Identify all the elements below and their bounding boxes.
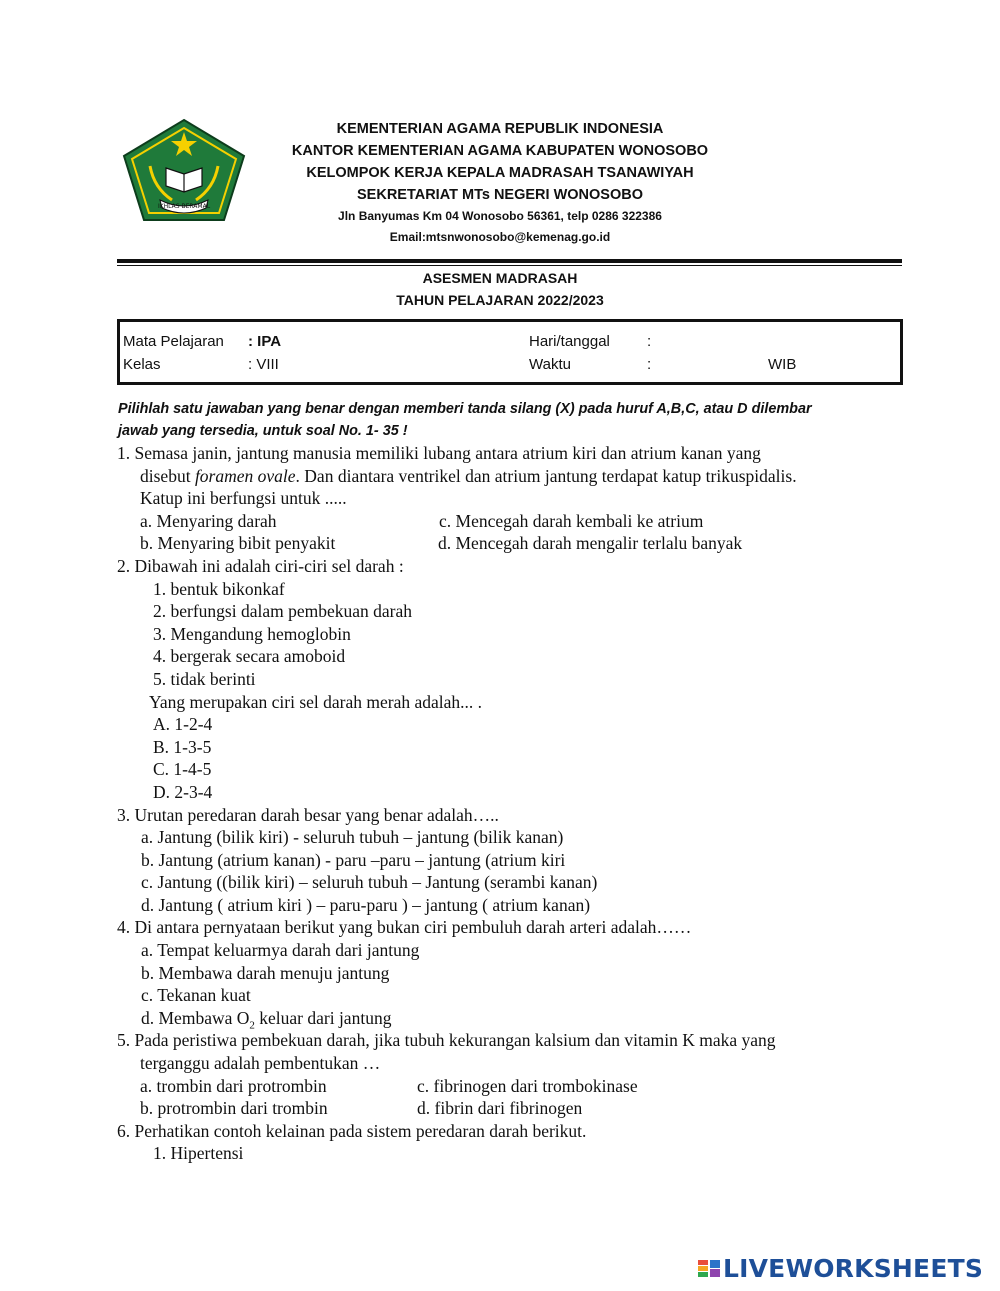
- q1-stem-line: 1. Semasa janin, jantung manusia memiliki lubang antara atrium kiri dan atrium kanan yang: [117, 443, 761, 463]
- q4-option-a[interactable]: a. Tempat keluarmya darah dari jantung: [141, 940, 420, 961]
- ministry-name: KEMENTERIAN AGAMA REPUBLIK INDONESIA: [336, 121, 664, 137]
- q3-option-b[interactable]: b. Jantung (atrium kanan) - paru –paru – jantung (atrium kiri: [141, 849, 566, 870]
- logo-block-green: [698, 1272, 708, 1277]
- q5-option-a[interactable]: a. trombin dari protrombin: [140, 1075, 327, 1096]
- q6-item: 1. Hipertensi: [153, 1143, 244, 1164]
- q5-options-row: [117, 1097, 907, 1120]
- q3-option-c[interactable]: c. Jantung ((bilik kiri) – seluruh tubuh – Jantung (serambi kanan): [141, 872, 598, 893]
- q1-text: . Dan diantara ventrikel dan atrium jantung terdapat katup trikuspidalis.: [295, 465, 797, 486]
- letterhead-rule-thick: [117, 259, 902, 263]
- question-list: [117, 442, 907, 1165]
- q3-option-d[interactable]: d. Jantung ( atrium kiri ) – paru-paru ) – jantung ( atrium kanan): [141, 894, 591, 915]
- working-group: KELOMPOK KERJA KEPALA MADRASAH TSANAWIYAH: [306, 165, 694, 181]
- logo-ribbon-text: IKHLAS BERAMAL: [157, 203, 211, 210]
- q3-stem: 3. Urutan peredaran darah besar yang benar adalah…..: [117, 804, 499, 825]
- q2-item: 4. bergerak secara amoboid: [153, 646, 346, 667]
- q1-options-row: [117, 510, 907, 533]
- letterhead-rule-thin: [117, 265, 902, 266]
- q5-options-row: [117, 1075, 907, 1098]
- q4-option-d-subscript: 2: [249, 1019, 255, 1032]
- office-name: KANTOR KEMENTERIAN AGAMA KABUPATEN WONOSOBO: [291, 143, 709, 159]
- q1-option-d[interactable]: d. Mencegah darah mengalir terlalu banyak: [438, 533, 743, 554]
- q2-stem: 2. Dibawah ini adalah ciri-ciri sel darah :: [117, 555, 404, 576]
- q5-option-c[interactable]: c. fibrinogen dari trombokinase: [417, 1075, 638, 1096]
- q4-option-c[interactable]: c. Tekanan kuat: [141, 985, 251, 1006]
- q4-option-d-text: keluar dari jantung: [254, 1007, 392, 1028]
- exam-info-box: [117, 319, 903, 385]
- exam-name: ASESMEN MADRASAH: [422, 270, 578, 286]
- q4-option-d-text: d. Membawa O: [141, 1007, 250, 1028]
- q2-item: 3. Mengandung hemoglobin: [153, 623, 351, 644]
- q1-stem-line: [117, 465, 907, 488]
- instruction-line: jawab yang tersedia, untuk soal No. 1- 35 !: [118, 422, 408, 439]
- logo-block-purple: [710, 1269, 720, 1277]
- q4-option-b[interactable]: b. Membawa darah menuju jantung: [141, 962, 390, 983]
- logo-block-red: [698, 1260, 708, 1265]
- address: Jln Banyumas Km 04 Wonosobo 56361, telp 0286 322386: [338, 209, 662, 223]
- q1-text: disebut: [140, 465, 195, 486]
- kemenag-logo: [120, 116, 248, 226]
- q4-stem: 4. Di antara pernyataan berikut yang bukan ciri pembuluh darah arteri adalah……: [117, 917, 692, 938]
- q1-stem-line: Katup ini berfungsi untuk .....: [140, 488, 347, 509]
- exam-title: [250, 267, 750, 311]
- q5-option-d[interactable]: d. fibrin dari fibrinogen: [417, 1098, 583, 1119]
- q4-option-d[interactable]: [117, 1007, 907, 1030]
- q2-option-d[interactable]: D. 2-3-4: [153, 781, 213, 802]
- email: Email:mtsnwonosobo@kemenag.go.id: [389, 230, 611, 244]
- q1-option-b[interactable]: b. Menyaring bibit penyakit: [140, 533, 336, 554]
- instruction: [118, 399, 908, 442]
- q2-question: Yang merupakan ciri sel darah merah adalah... .: [149, 691, 483, 712]
- secretariat: SEKRETARIAT MTs NEGERI WONOSOBO: [357, 187, 643, 203]
- logo-block-blue: [710, 1260, 720, 1268]
- time-label: Waktu: [529, 356, 571, 373]
- q1-options-row: [117, 532, 907, 555]
- q2-item: 1. bentuk bikonkaf: [153, 578, 285, 599]
- q2-option-b[interactable]: B. 1-3-5: [153, 736, 212, 757]
- q1-option-a[interactable]: a. Menyaring darah: [140, 510, 277, 531]
- subject-value: : IPA: [248, 333, 282, 350]
- liveworksheets-watermark[interactable]: LIVEWORKSHEETS: [723, 1254, 984, 1283]
- letterhead: [250, 118, 750, 248]
- time-unit: WIB: [768, 356, 797, 373]
- q6-stem: 6. Perhatikan contoh kelainan pada sistem peredaran darah berikut.: [117, 1120, 587, 1141]
- instruction-line: Pilihlah satu jawaban yang benar dengan memberi tanda silang (X) pada huruf A,B,C, atau D dilembar: [118, 401, 812, 417]
- q2-option-a[interactable]: A. 1-2-4: [153, 714, 213, 735]
- q2-item: 5. tidak berinti: [153, 668, 256, 689]
- q3-option-a[interactable]: a. Jantung (bilik kiri) - seluruh tubuh – jantung (bilik kanan): [141, 827, 564, 848]
- q5-stem-line: 5. Pada peristiwa pembekuan darah, jika tubuh kekurangan kalsium dan vitamin K maka yang: [117, 1030, 776, 1051]
- class-value: : VIII: [248, 356, 279, 373]
- date-label: Hari/tanggal: [529, 333, 610, 350]
- q1-term: foramen ovale: [194, 465, 296, 486]
- q5-stem-line: terganggu adalah pembentukan …: [140, 1053, 381, 1074]
- q2-option-c[interactable]: C. 1-4-5: [153, 759, 212, 780]
- q1-option-c[interactable]: c. Mencegah darah kembali ke atrium: [439, 510, 704, 531]
- q5-option-b[interactable]: b. protrombin dari trombin: [140, 1098, 328, 1119]
- exam-year: TAHUN PELAJARAN 2022/2023: [396, 292, 604, 308]
- subject-label: Mata Pelajaran: [123, 333, 224, 350]
- time-value: :: [647, 356, 652, 373]
- class-label: Kelas: [123, 356, 161, 373]
- date-value: :: [647, 333, 652, 350]
- q2-item: 2. berfungsi dalam pembekuan darah: [153, 601, 413, 622]
- logo-block-orange: [698, 1266, 708, 1271]
